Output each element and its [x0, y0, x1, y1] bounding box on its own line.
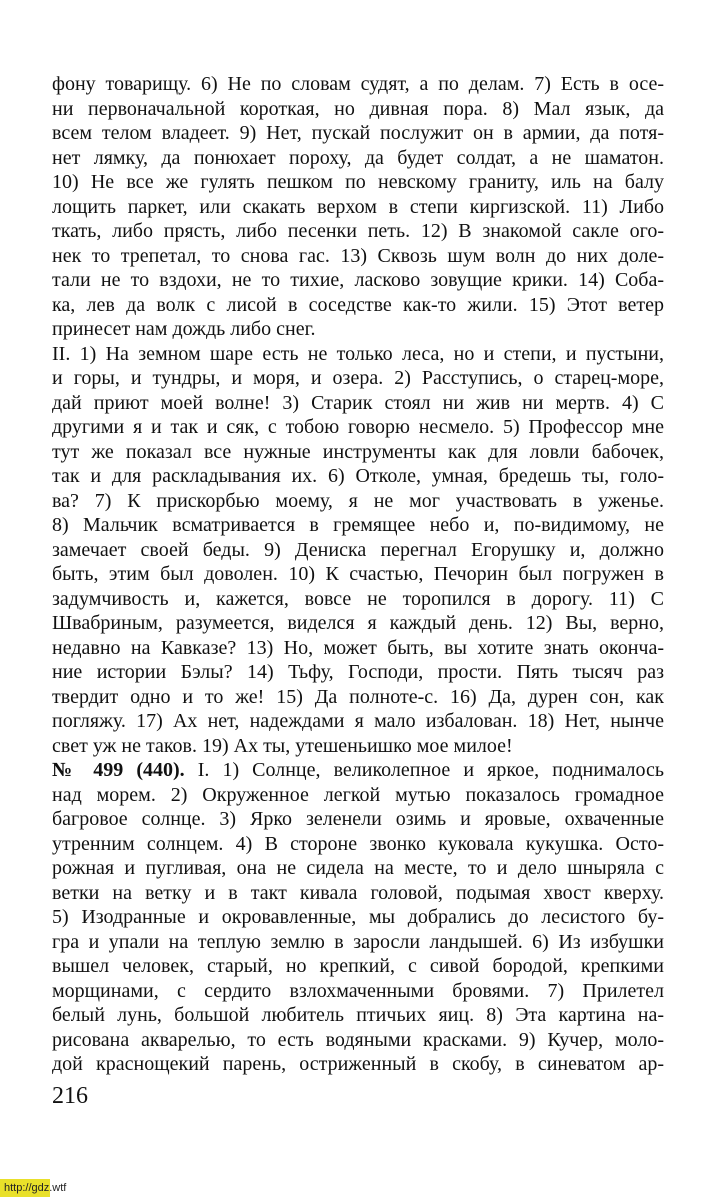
text-line: дой краснощекий парень, остриженный в скобу, в синеватом ар- — [52, 1053, 664, 1075]
text-line: и горы, и тундры, и моря, и озера. 2) Расступись, о старец-море, — [52, 367, 664, 389]
text-line: ва? 7) К прискорбью моему, я не мог участвовать в уженье. — [52, 489, 664, 512]
text-line: белый лунь, большой любитель птичьих яиц. 8) Эта картина на- — [52, 1004, 664, 1026]
text-line: рисована акварелью, то есть водяными красками. 9) Кучер, моло- — [52, 1028, 664, 1051]
text-line: принесет нам дождь либо снег. — [52, 318, 316, 340]
text-line: так и для раскладывания их. 6) Отколе, умная, бредешь ты, голо- — [52, 465, 664, 487]
text-line: дай приют моей волне! 3) Старик стоял ни жив ни мертв. 4) С — [52, 391, 664, 414]
text-line: замечает своей беды. 9) Дениска перегнал Егорушку и, должно — [52, 538, 664, 561]
text-line: нек то трепетал, то снова гас. 13) Сквозь шум волн до них доле- — [52, 244, 664, 267]
text-line: фону товарищу. 6) Не по словам судят, а по делам. 7) Есть в осе- — [52, 73, 664, 95]
page-number: 216 — [52, 1083, 88, 1109]
text-line: Швабриным, разумеется, виделся я каждый день. 12) Вы, верно, — [52, 612, 664, 634]
text-line: ни первоначальной короткая, но дивная пора. 8) Мал язык, да — [52, 97, 664, 120]
text-line: другими я и так и сяк, с тобою говорю несмело. 5) Профессор мне — [52, 416, 664, 438]
text-line: морщинами, с сердито взлохмаченными бровями. 7) Прилетел — [52, 979, 664, 1002]
exercise-heading-text: I. 1) Солнце, великолепное и яркое, поднималось — [184, 759, 664, 781]
text-line: багровое солнце. 3) Ярко зеленели озимь и яровые, охваченные — [52, 808, 664, 830]
text-line: ветки на ветку и в такт кивала головой, подымая хвост кверху. — [52, 881, 664, 904]
text-line: над морем. 2) Окруженное легкой мутью показалось громадное — [52, 783, 664, 806]
text-line: быть, этим был доволен. 10) К счастью, Печорин был погружен в — [52, 563, 664, 585]
text-line: ка, лев да волк с лисой в соседстве как-то жили. 15) Этот ветер — [52, 293, 664, 316]
exercise-heading-line — [52, 758, 664, 783]
text-line: 10) Не все же гулять пешком по невскому граниту, иль на балу — [52, 171, 664, 193]
text-line: вышел человек, старый, но крепкий, с сивой бородой, крепкими — [52, 955, 664, 977]
text-line: гра и упали на теплую землю в заросли ландышей. 6) Из избушки — [52, 930, 664, 953]
text-line: утренним солнцем. 4) В стороне звонко куковала кукушка. Осто- — [52, 832, 664, 855]
text-line: всем телом владеет. 9) Нет, пускай послужит он в армии, да потя- — [52, 122, 664, 144]
text-line: твердит одно и то же! 15) Да полноте-с. 16) Да, дурен сон, как — [52, 685, 664, 708]
text-line: ние истории Бэлы? 14) Тьфу, Господи, прости. Пять тысяч раз — [52, 661, 664, 683]
text-line: тут же показал все нужные инструменты как для ловли бабочек, — [52, 440, 664, 463]
exercise-number: № 499 (440). — [52, 759, 185, 781]
text-line: свет уж не таков. 19) Ах ты, утешеньишко мое милое! — [52, 734, 513, 757]
text-line: лощить паркет, или скакать верхом в степи киргизской. 11) Либо — [52, 195, 664, 218]
text-line: 8) Мальчик всматривается в гремящее небо и, по-видимому, не — [52, 514, 664, 536]
text-line: II. 1) На земном шаре есть не только леса, но и степи, и пустыни, — [52, 342, 664, 365]
text-line: недавно на Кавказе? 13) Но, может быть, вы хотите знать оконча- — [52, 636, 664, 659]
text-line: 5) Изодранные и окровавленные, мы добрались до лесистого бу- — [52, 906, 664, 928]
text-line: тали не то вздохи, не то тихие, ласково зовущие крики. 14) Соба- — [52, 269, 664, 291]
text-line: ткать, либо прясть, либо песенки петь. 12) В знакомой сакле ого- — [52, 220, 664, 242]
text-line: задумчивость и, кажется, вовсе не торопился в дорогу. 11) С — [52, 587, 664, 610]
text-line: рожная и пугливая, она не сидела на месте, то и дело шныряла с — [52, 857, 664, 879]
watermark-link[interactable]: http://gdz.wtf — [0, 1179, 50, 1197]
text-line: нет лямку, да понюхает пороху, да будет солдат, а не шаматон. — [52, 146, 664, 169]
text-line: погляжу. 17) Ах нет, надеждами я мало избалован. 18) Нет, нынче — [52, 710, 664, 732]
page-text-block — [52, 72, 664, 1077]
